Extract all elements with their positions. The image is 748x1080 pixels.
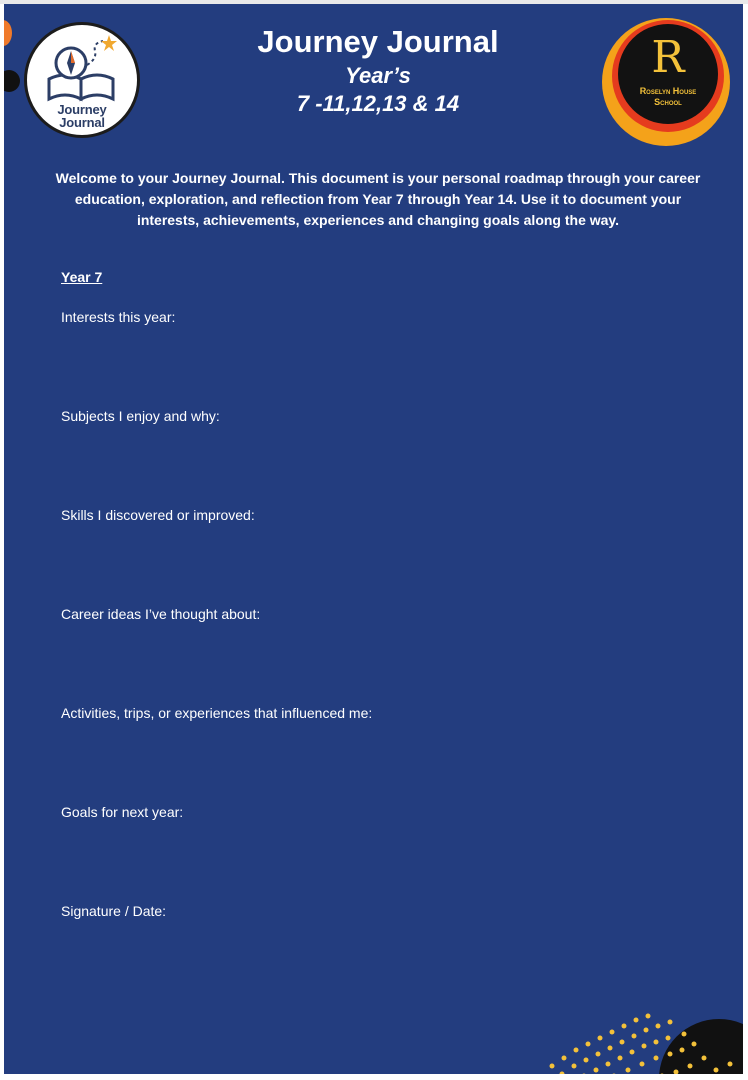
page-title: Journey Journal <box>257 24 499 59</box>
logo-r-letter: R <box>651 32 685 83</box>
logo-school-name-line2: School <box>654 97 682 107</box>
logo-left-text-line2: Journal <box>59 115 105 130</box>
page-subtitle-years-label: Year’s <box>345 63 411 88</box>
roselyn-house-school-logo <box>602 18 730 146</box>
prompt-subjects: Subjects I enjoy and why: <box>61 408 220 424</box>
prompt-activities: Activities, trips, or experiences that influenced me: <box>61 705 373 721</box>
prompt-career-ideas: Career ideas I’ve thought about: <box>61 606 261 622</box>
prompt-interests: Interests this year: <box>61 309 176 325</box>
logo-left-text-line1: Journey <box>57 102 107 117</box>
logo-school-name-line1: Roselyn House <box>639 86 697 96</box>
page-subtitle-years-range: 7 -11,12,13 & 14 <box>296 91 460 116</box>
prompt-goals: Goals for next year: <box>61 804 184 820</box>
logo-ring <box>612 20 724 132</box>
prompt-skills: Skills I discovered or improved: <box>61 507 255 523</box>
logo-core <box>618 24 718 124</box>
prompt-signature-date: Signature / Date: <box>61 903 167 919</box>
corner-dots-decoration <box>544 1004 743 1074</box>
journal-page <box>4 4 743 1074</box>
intro-paragraph: Welcome to your Journey Journal. This document is your personal roadmap through your career education, exploration, and reflection from Year 7 through Year 14. Use it to document your interests, achievements, experiences and changing goals along the way. <box>55 170 701 228</box>
year-heading: Year 7 <box>61 269 103 285</box>
